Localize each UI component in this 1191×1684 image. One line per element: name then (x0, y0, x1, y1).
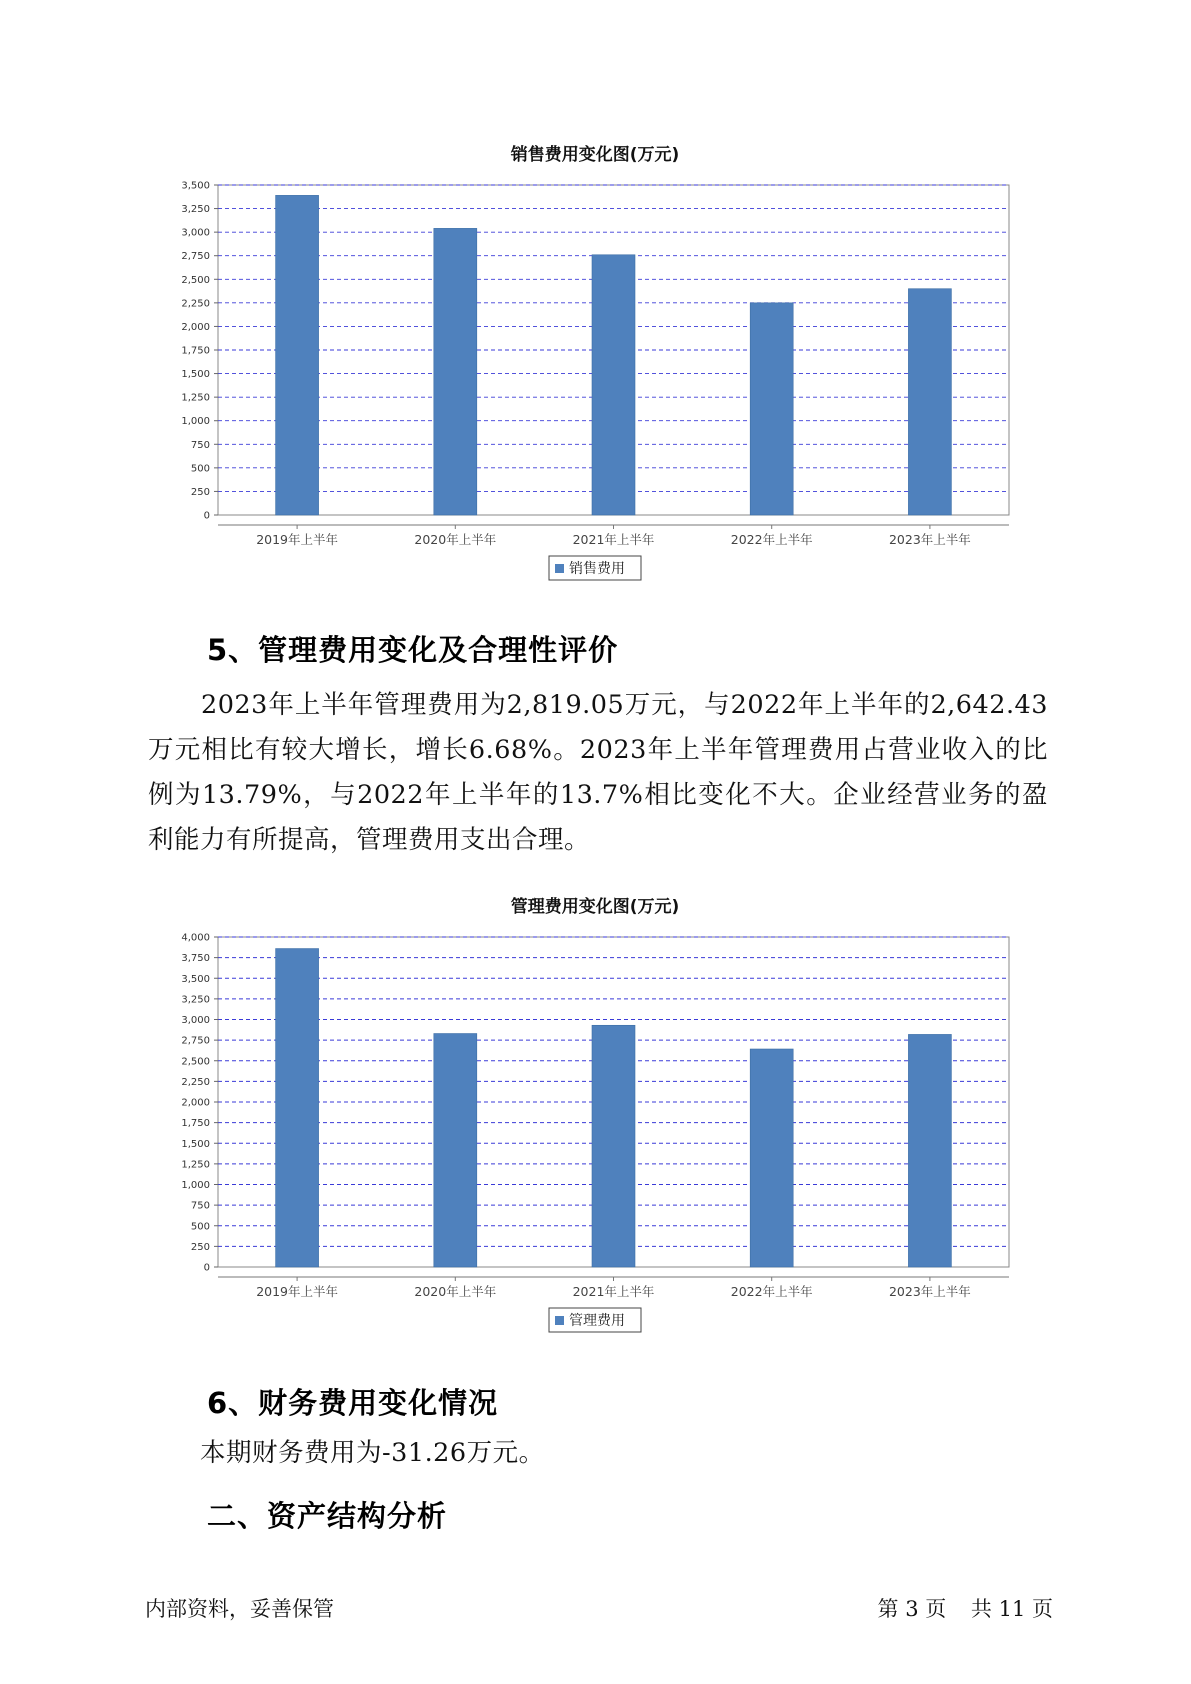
y-tick-label: 0 (203, 510, 210, 522)
y-tick-label: 1,500 (181, 369, 210, 381)
bar-3 (592, 255, 635, 515)
y-tick-label: 2,500 (181, 274, 210, 286)
x-tick-label: 2022年上半年 (730, 532, 813, 547)
y-tick-label: 2,250 (181, 1076, 210, 1088)
footer-page-info (872, 1593, 1053, 1623)
sales-expense-chart-svg (0, 130, 1191, 590)
y-tick-label: 2,750 (181, 1035, 210, 1047)
y-tick-label: 2,000 (181, 321, 210, 333)
y-tick-label: 750 (190, 439, 210, 451)
sales-expense-chart (0, 130, 1191, 590)
bar-3 (592, 1025, 635, 1267)
footer-confidential: 内部资料，妥善保管 (145, 1597, 334, 1621)
chart-title: 管理费用变化图(万元) (510, 897, 680, 917)
section-6-paragraph: 本期财务费用为-31.26万元。 (148, 1438, 545, 1468)
x-tick-label: 2019年上半年 (256, 532, 339, 547)
x-tick-label: 2021年上半年 (572, 1284, 655, 1299)
section-6-heading: 6、财务费用变化情况 (207, 1386, 499, 1420)
y-tick-label: 3,250 (181, 204, 210, 216)
bar-5 (908, 289, 951, 515)
bar-5 (908, 1034, 951, 1267)
y-tick-label: 3,500 (181, 180, 210, 192)
chart-title: 销售费用变化图(万元) (510, 145, 680, 165)
y-tick-label: 1,000 (181, 416, 210, 428)
bar-1 (276, 195, 319, 515)
admin-expense-chart-svg (0, 882, 1191, 1342)
y-tick-label: 250 (190, 1241, 210, 1253)
y-tick-label: 2,500 (181, 1056, 210, 1068)
legend-swatch (555, 1316, 564, 1325)
x-tick-label: 2020年上半年 (414, 1284, 497, 1299)
footer-page-total: 共 11 页 (970, 1597, 1053, 1621)
y-tick-label: 3,000 (181, 227, 210, 239)
legend-swatch (555, 564, 564, 573)
y-tick-label: 3,750 (181, 953, 210, 965)
y-tick-label: 1,000 (181, 1180, 210, 1191)
legend-label: 管理费用 (569, 1313, 625, 1329)
x-tick-label: 2023年上半年 (888, 532, 971, 547)
bar-2 (434, 1034, 477, 1267)
y-tick-label: 4,000 (181, 932, 210, 944)
x-tick-label: 2019年上半年 (256, 1284, 339, 1299)
y-tick-label: 2,750 (181, 251, 210, 263)
y-tick-label: 2,250 (181, 298, 210, 310)
admin-expense-chart (0, 882, 1191, 1342)
y-tick-label: 3,250 (181, 994, 210, 1006)
x-tick-label: 2023年上半年 (888, 1284, 971, 1299)
section-5-paragraph: 2023年上半年管理费用为2,819.05万元，与2022年上半年的2,642.43万元相比有较大增长，增长6.68%。2023年上半年管理费用占营业收入的比例为13.79%，与2022年上半年的13.7%相比变化不大。企业经营业务的盈利能力有所提高，管理费用支出合理。 (148, 690, 1048, 855)
legend-label: 销售费用 (569, 561, 625, 577)
y-tick-label: 750 (190, 1200, 210, 1212)
y-tick-label: 1,500 (181, 1138, 210, 1150)
y-tick-label: 1,750 (181, 345, 210, 357)
bar-2 (434, 228, 477, 515)
x-tick-label: 2021年上半年 (572, 532, 655, 547)
y-tick-label: 500 (190, 1221, 210, 1233)
y-tick-label: 3,000 (181, 1015, 210, 1026)
y-tick-label: 3,500 (181, 973, 210, 985)
bar-1 (276, 949, 319, 1267)
y-tick-label: 1,250 (181, 1159, 210, 1171)
y-tick-label: 500 (190, 463, 210, 475)
x-tick-label: 2022年上半年 (730, 1284, 813, 1299)
y-tick-label: 2,000 (181, 1097, 210, 1109)
section-2-heading: 二、资产结构分析 (207, 1499, 448, 1533)
x-tick-label: 2020年上半年 (414, 532, 497, 547)
y-tick-label: 1,750 (181, 1118, 210, 1130)
footer-page-number: 第 3 页 (877, 1597, 947, 1621)
y-tick-label: 250 (190, 486, 210, 498)
bar-4 (750, 1049, 793, 1267)
section-5-heading: 5、管理费用变化及合理性评价 (207, 633, 619, 667)
y-tick-label: 0 (203, 1262, 210, 1274)
bar-4 (750, 303, 793, 515)
y-tick-label: 1,250 (181, 392, 210, 404)
